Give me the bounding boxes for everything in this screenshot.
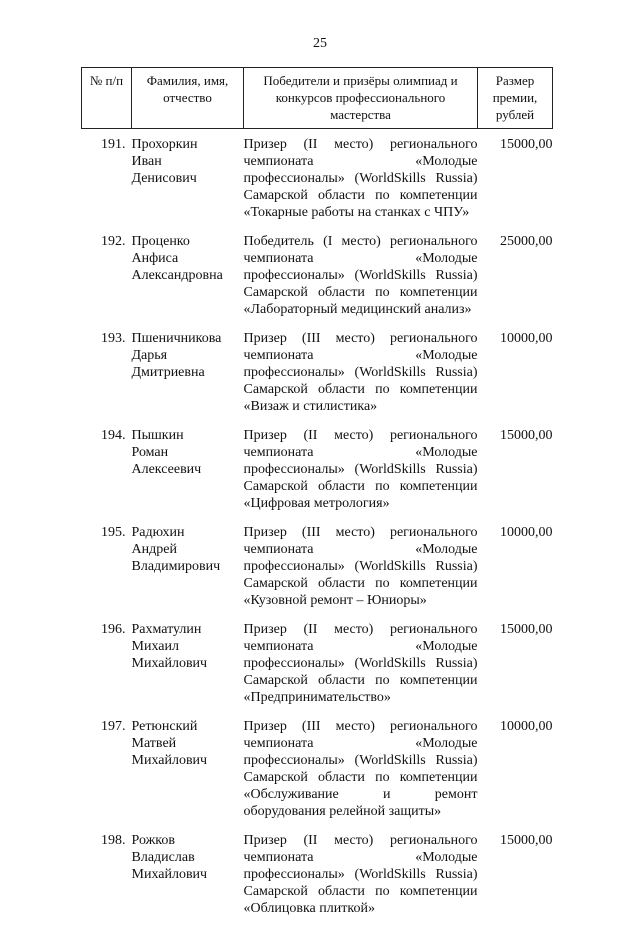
row-first-name: Анфиса [132,250,244,267]
table-header [82,68,553,129]
row-prize: 15000,00 [478,427,553,524]
row-full-name [132,233,244,330]
row-prize: 15000,00 [478,832,553,929]
row-surname: Радюхин [132,524,244,541]
row-surname: Рахматулин [132,621,244,638]
row-surname: Рожков [132,832,244,849]
row-num: 192. [82,233,132,330]
row-achievement: Призер (II место) регионального чемпионата «Молодые профессионалы» (WorldSkills Russia) Самарской области по компетенции «Токарные работы на станках с ЧПУ» [244,129,478,234]
row-full-name [132,621,244,718]
row-patronymic: Дмитриевна [132,364,244,381]
row-first-name: Матвей [132,735,244,752]
row-full-name [132,524,244,621]
row-full-name [132,832,244,929]
table-row [82,330,553,427]
row-num: 191. [82,129,132,234]
row-patronymic: Денисович [132,170,244,187]
row-num: 195. [82,524,132,621]
table-row [82,129,553,234]
row-surname: Пышкин [132,427,244,444]
row-surname: Ретюнский [132,718,244,735]
row-patronymic: Михайлович [132,752,244,769]
row-achievement: Призер (II место) регионального чемпионата «Молодые профессионалы» (WorldSkills Russia) Самарской области по компетенции «Предпринимательство» [244,621,478,718]
table-row [82,832,553,929]
row-first-name: Дарья [132,347,244,364]
row-first-name: Андрей [132,541,244,558]
row-achievement: Призер (II место) регионального чемпионата «Молодые профессионалы» (WorldSkills Russia) Самарской области по компетенции «Цифровая метрология» [244,427,478,524]
header-prize: Размер премии, рублей [478,68,553,129]
row-prize: 15000,00 [478,621,553,718]
row-achievement: Призер (III место) регионального чемпионата «Молодые профессионалы» (WorldSkills Russia) Самарской области по компетенции «Визаж и стилистика» [244,330,478,427]
row-num: 194. [82,427,132,524]
row-num: 197. [82,718,132,832]
row-patronymic: Михайлович [132,866,244,883]
awards-table [81,67,553,929]
row-achievement: Призер (III место) регионального чемпионата «Молодые профессионалы» (WorldSkills Russia) Самарской области по компетенции «Кузовной ремонт – Юниоры» [244,524,478,621]
header-name: Фамилия, имя, отчество [132,68,244,129]
row-surname: Прохоркин [132,136,244,153]
table-row [82,621,553,718]
row-first-name: Роман [132,444,244,461]
row-first-name: Иван [132,153,244,170]
table-row [82,718,553,832]
row-achievement: Призер (III место) регионального чемпионата «Молодые профессионалы» (WorldSkills Russia) Самарской области по компетенции «Обслуживание и ремонт оборудования релейной защиты» [244,718,478,832]
row-num: 196. [82,621,132,718]
row-surname: Проценко [132,233,244,250]
row-achievement: Победитель (I место) регионального чемпионата «Молодые профессионалы» (WorldSkills Russia) Самарской области по компетенции «Лабораторный медицинский анализ» [244,233,478,330]
row-full-name [132,427,244,524]
row-prize: 10000,00 [478,330,553,427]
row-prize: 15000,00 [478,129,553,234]
row-full-name [132,330,244,427]
row-full-name [132,129,244,234]
row-num: 193. [82,330,132,427]
table-row [82,233,553,330]
row-first-name: Михаил [132,638,244,655]
row-achievement: Призер (II место) регионального чемпионата «Молодые профессионалы» (WorldSkills Russia) Самарской области по компетенции «Облицовка плиткой» [244,832,478,929]
row-patronymic: Алексеевич [132,461,244,478]
row-prize: 10000,00 [478,524,553,621]
table-row [82,524,553,621]
row-num: 198. [82,832,132,929]
row-prize: 25000,00 [478,233,553,330]
header-achievement: Победители и призёры олимпиад и конкурсов профессионального мастерства [244,68,478,129]
row-surname: Пшеничникова [132,330,244,347]
table-row [82,427,553,524]
header-num: № п/п [82,68,132,129]
row-full-name [132,718,244,832]
table-body [82,129,553,929]
row-first-name: Владислав [132,849,244,866]
page-number: 25 [0,36,640,52]
row-prize: 10000,00 [478,718,553,832]
row-patronymic: Владимирович [132,558,244,575]
row-patronymic: Михайлович [132,655,244,672]
row-patronymic: Александровна [132,267,244,284]
